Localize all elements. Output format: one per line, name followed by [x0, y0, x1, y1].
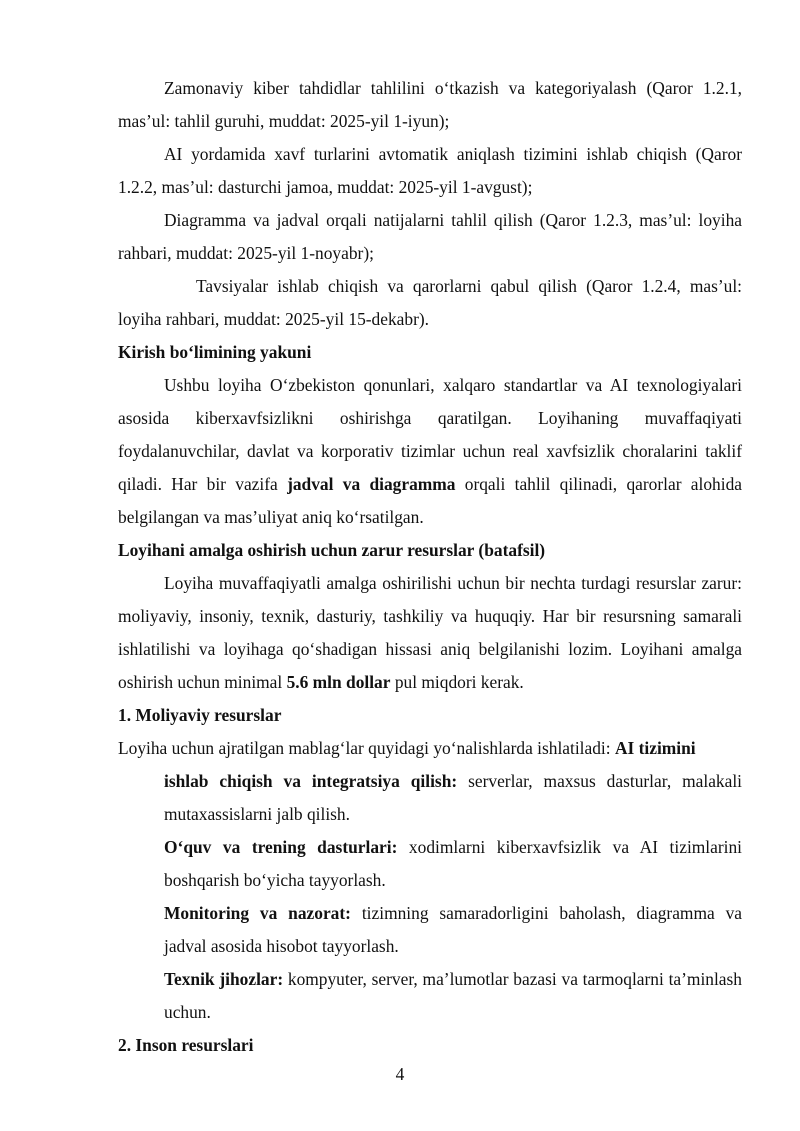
section-heading-human-resources: 2. Inson resurslari	[118, 1035, 254, 1055]
task-paragraph-3: Diagramma va jadval orqali natijalarni tahlil qilish (Qaror 1.2.3, mas’ul: loyiha rahbari, muddat: 2025-yil 1-noyabr);	[118, 210, 742, 263]
text-run: pul miqdori kerak.	[390, 672, 524, 692]
financial-item-monitoring	[164, 897, 742, 963]
task-paragraph-1: Zamonaviy kiber tahdidlar tahlilini o‘tkazish va kategoriyalash (Qaror 1.2.1, mas’ul: tahlil guruhi, muddat: 2025-yil 1-iyun);	[118, 78, 742, 131]
bold-run: AI tizimini	[614, 738, 696, 758]
text-run: orqali tahlil qilinadi, qarorlar alohida belgilangan va mas’uliyat aniq ko‘rsatilgan.	[118, 474, 742, 527]
item-label: Texnik jihozlar:	[164, 969, 284, 989]
item-text: tizimning samaradorligini baholash, diagramma va jadval asosida hisobot tayyorlash.	[164, 903, 743, 956]
section-heading-resources: Loyihani amalga oshirish uchun zarur resurslar (batafsil)	[118, 540, 546, 560]
bold-run: jadval va diagramma	[287, 474, 456, 494]
item-text: serverlar, maxsus dasturlar, malakali mutaxassislarni jalb qilish.	[164, 771, 742, 824]
financial-item-hardware	[164, 963, 742, 1029]
financial-item-ai-system	[164, 765, 742, 831]
bold-run: 5.6 mln dollar	[286, 672, 391, 692]
page-number: 4	[395, 1064, 405, 1084]
item-text: kompyuter, server, ma’lumotlar bazasi va tarmoqlarni ta’minlash uchun.	[164, 969, 742, 1022]
task-paragraph-2: AI yordamida xavf turlarini avtomatik aniqlash tizimini ishlab chiqish (Qaror 1.2.2, mas’ul: dasturchi jamoa, muddat: 2025-yil 1-avgust);	[118, 144, 742, 197]
financial-item-training	[164, 831, 742, 897]
intro-conclusion-paragraph	[118, 369, 742, 534]
item-label: O‘quv va trening dasturlari:	[164, 837, 398, 857]
page-content	[118, 72, 742, 1062]
task-paragraph-4: Tavsiyalar ishlab chiqish va qarorlarni qabul qilish (Qaror 1.2.4, mas’ul: loyiha rahbari, muddat: 2025-yil 15-dekabr).	[118, 276, 742, 329]
resources-paragraph	[118, 567, 742, 699]
text-run: Loyiha muvaffaqiyatli amalga oshirilishi uchun bir nechta turdagi resurslar zarur: moliyaviy, insoniy, texnik, dasturiy, tashkiliy va huquqiy. Har bir resursning samarali ishlatilishi va loyihaga qo‘shadigan hissasi aniq belgilanishi lozim. Loyihani amalga oshirish uchun minimal	[118, 573, 742, 692]
section-heading-intro-conclusion: Kirish bo‘limining yakuni	[118, 342, 312, 362]
financial-intro-paragraph	[118, 732, 742, 765]
item-label: Monitoring va nazorat:	[164, 903, 351, 923]
item-label: ishlab chiqish va integratsiya qilish:	[164, 771, 458, 791]
text-run: Ushbu loyiha O‘zbekiston qonunlari, xalqaro standartlar va AI texnologiyalari asosida kiberxavfsizlikni oshirishga qaratilgan. Loyihaning muvaffaqiyati foydalanuvchilar, davlat va korporativ tizimlar uchun real xavfsizlik choralarini taklif qiladi. Har bir vazifa	[118, 375, 742, 494]
text-run: Loyiha uchun ajratilgan mablag‘lar quyidagi yo‘nalishlarda ishlatiladi:	[118, 738, 615, 758]
item-text: xodimlarni kiberxavfsizlik va AI tizimlarini boshqarish bo‘yicha tayyorlash.	[164, 837, 742, 890]
section-heading-financial: 1. Moliyaviy resurslar	[118, 705, 282, 725]
